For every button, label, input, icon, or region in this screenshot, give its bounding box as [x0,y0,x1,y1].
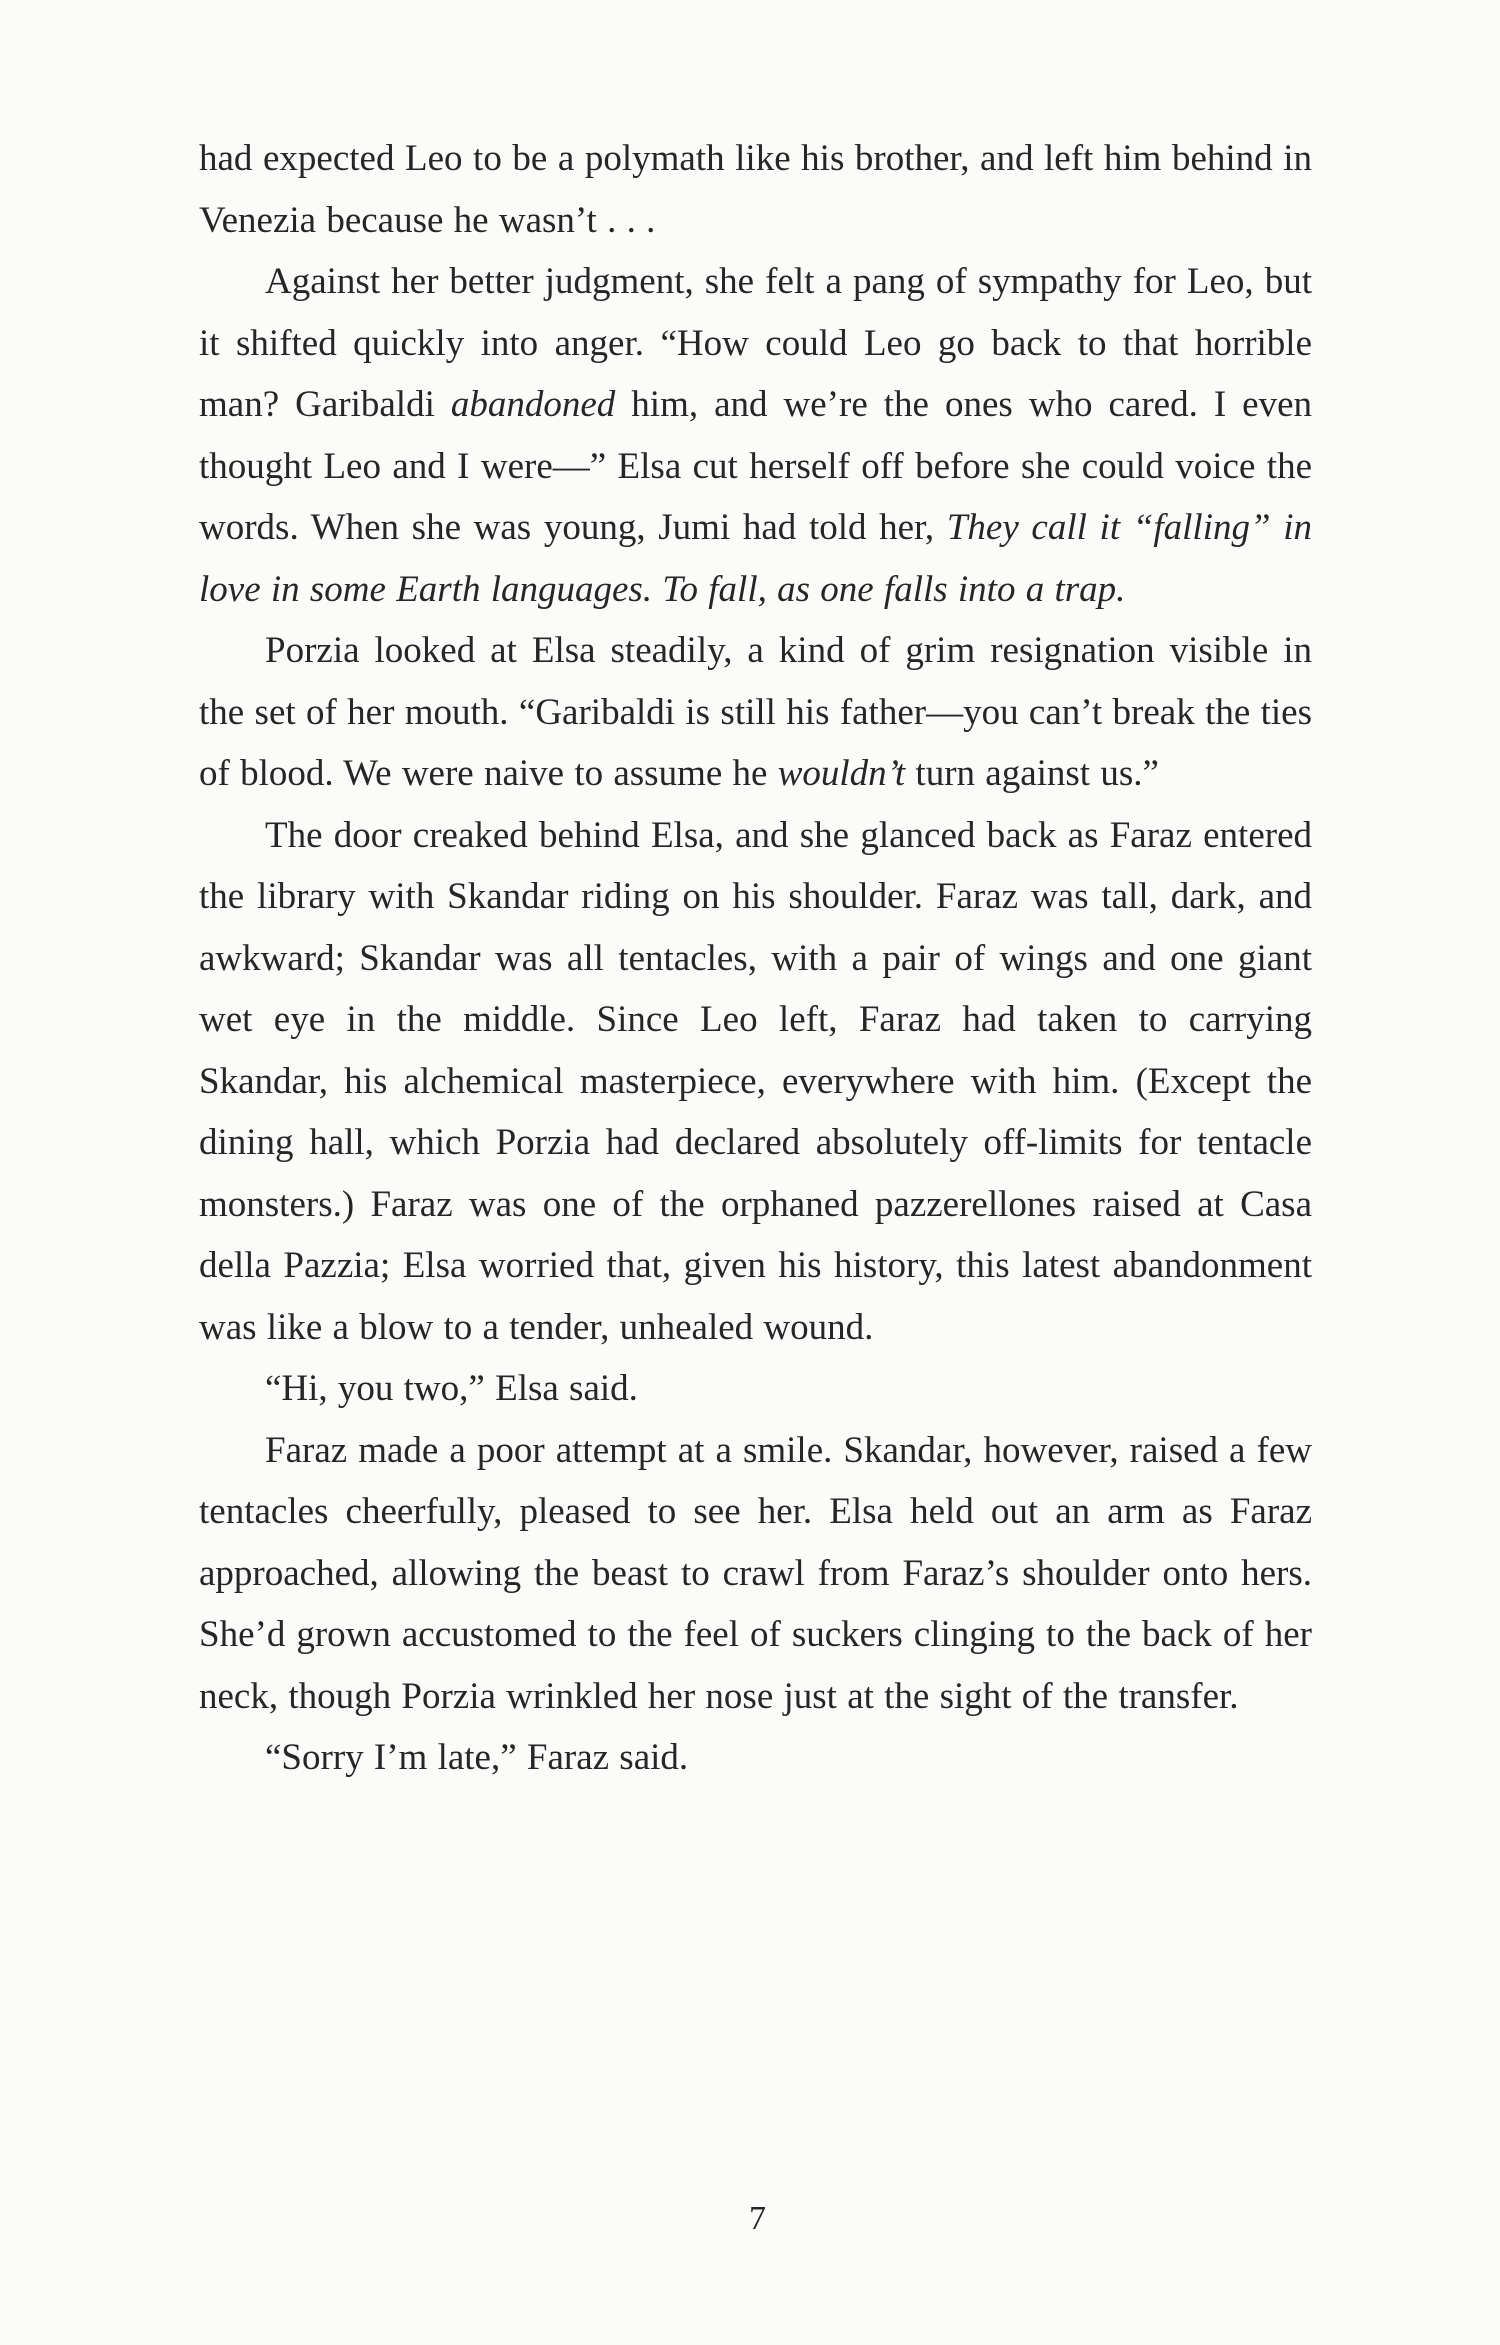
body-text [199,128,1312,1789]
paragraph [199,128,1312,251]
text-segment: turn against us.” [905,753,1159,794]
text-segment: The door creaked behind Elsa, and she glanced back as Faraz entered the library with Skandar riding on his shoulder. Faraz was tall, dark, and awkward; Skandar was all tentacles, with a pair of wings and one giant wet eye in the middle. Since Leo left, Faraz had taken to carrying Skandar, his alchemical masterpiece, everywhere with him. (Except the dining hall, which Porzia had declared absolutely off-limits for tentacle monsters.) Faraz was one of the orphaned pazzerellones raised at Casa della Pazzia; Elsa worried that, given his history, this latest abandonment was like a blow to a tender, unhealed wound. [199,814,1312,1348]
paragraph [199,1727,1312,1789]
paragraph [199,251,1312,620]
paragraph [199,1420,1312,1728]
italic-segment: abandoned [450,384,616,425]
text-segment: “Hi, you two,” Elsa said. [265,1368,638,1409]
text-segment: Faraz made a poor attempt at a smile. Skandar, however, raised a few tentacles cheerfully, pleased to see her. Elsa held out an arm as Faraz approached, allowing the beast to crawl from Faraz’s shoulder onto hers. She’d grown accustomed to the feel of suckers clinging to the back of her neck, though Porzia wrinkled her nose just at the sight of the transfer. [199,1429,1312,1717]
italic-segment: They call it “falling” in love in some Earth languages. To fall, as one falls into a trap. [199,507,1312,610]
text-segment: him, and we’re the ones who cared. I even thought Leo and I were—” Elsa cut herself off before she could voice the words. When she was young, Jumi had told her, [199,384,1312,548]
text-segment: “Sorry I’m late,” Faraz said. [265,1737,689,1778]
text-segment: Porzia looked at Elsa steadily, a kind of grim resignation visible in the set of her mouth. “Garibaldi is still his father—you can’t break the ties of blood. We were naive to assume he [199,630,1312,794]
text-segment: Against her better judgment, she felt a pang of sympathy for Leo, but it shifted quickly into anger. “How could Leo go back to that horrible man? Garibaldi [199,261,1312,425]
page-number: 7 [749,2200,766,2237]
paragraph [199,1358,1312,1420]
paragraph [199,620,1312,805]
text-segment: had expected Leo to be a polymath like his brother, and left him behind in Venezia because he wasn’t . . . [199,138,1312,241]
paragraph [199,805,1312,1359]
italic-segment: wouldn’t [777,753,906,794]
